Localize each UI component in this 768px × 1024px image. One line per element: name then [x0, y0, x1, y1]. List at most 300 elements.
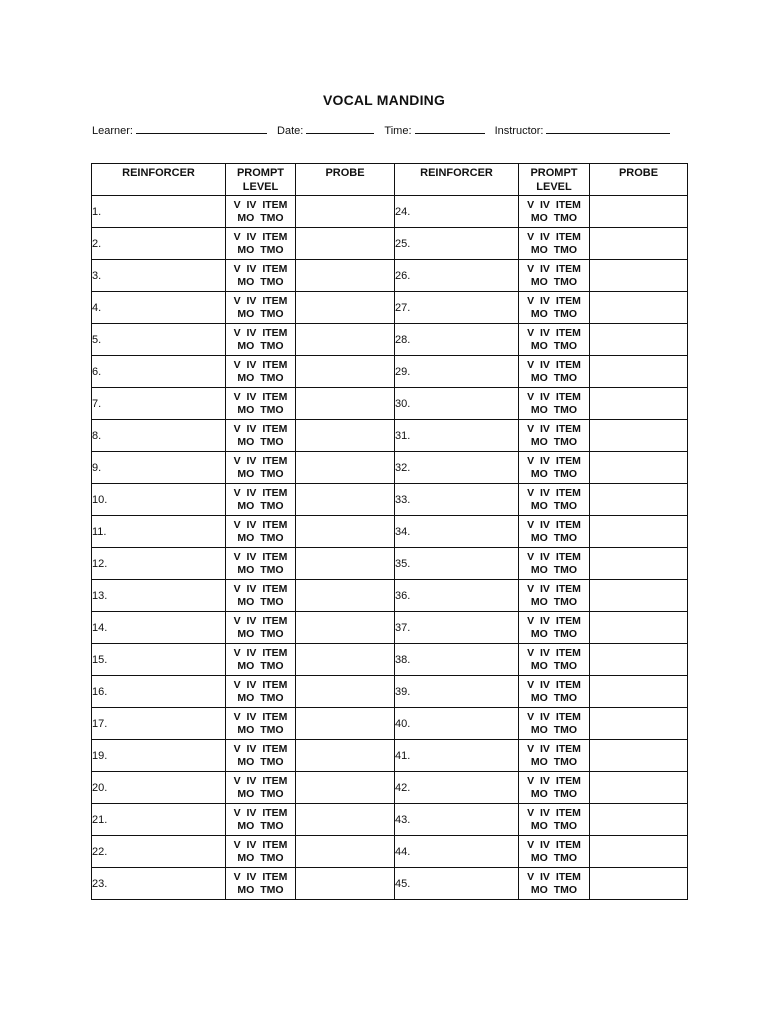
prompt-options-line2: MO TMO: [237, 339, 284, 352]
probe-cell-left[interactable]: [296, 228, 395, 260]
prompt-level-cell-right[interactable]: [519, 612, 590, 644]
probe-cell-left[interactable]: [296, 420, 395, 452]
prompt-options-line2: MO TMO: [530, 531, 578, 544]
prompt-options-line1: V IV ITEM: [233, 614, 288, 627]
reinforcer-cell-left[interactable]: [92, 612, 226, 644]
instructor-field[interactable]: [495, 123, 671, 137]
reinforcer-cell-right[interactable]: [395, 420, 519, 452]
reinforcer-cell-right[interactable]: [395, 548, 519, 580]
prompt-options-line2: MO TMO: [530, 371, 578, 384]
item-number: 37.: [395, 621, 411, 634]
prompt-level-cell-right[interactable]: [519, 356, 590, 388]
prompt-options-line1: V IV ITEM: [233, 838, 288, 851]
probe-cell-right[interactable]: [590, 388, 688, 420]
reinforcer-cell-right[interactable]: [395, 644, 519, 676]
prompt-options-line1: V IV ITEM: [233, 582, 288, 595]
probe-cell-left[interactable]: [296, 356, 395, 388]
prompt-options-line2: MO TMO: [530, 243, 578, 256]
prompt-options-line1: V IV ITEM: [527, 358, 581, 371]
table-row: [92, 388, 688, 420]
prompt-options-line2: MO TMO: [237, 819, 284, 832]
prompt-options-line2: MO TMO: [530, 691, 578, 704]
prompt-level-cell-right[interactable]: [519, 772, 590, 804]
item-number: 8.: [92, 429, 102, 442]
probe-cell-left[interactable]: [296, 484, 395, 516]
probe-cell-right[interactable]: [590, 612, 688, 644]
probe-cell-left[interactable]: [296, 196, 395, 228]
reinforcer-cell-left[interactable]: [92, 356, 226, 388]
prompt-level-cell-right[interactable]: [519, 740, 590, 772]
prompt-options-line2: MO TMO: [237, 243, 284, 256]
item-number: 3.: [92, 269, 102, 282]
table-row: [92, 676, 688, 708]
prompt-options-line2: MO TMO: [237, 435, 284, 448]
table-row: [92, 708, 688, 740]
prompt-level-cell-left[interactable]: [226, 324, 296, 356]
probe-cell-right[interactable]: [590, 676, 688, 708]
table-row: [92, 260, 688, 292]
prompt-level-cell-left[interactable]: [226, 580, 296, 612]
item-number: 26.: [395, 269, 411, 282]
instructor-label: Instructor:: [494, 125, 544, 137]
reinforcer-cell-left[interactable]: [92, 772, 226, 804]
item-number: 33.: [395, 493, 411, 506]
item-number: 32.: [395, 461, 411, 474]
learner-label: Learner:: [92, 125, 133, 137]
prompt-options-line2: MO TMO: [237, 787, 284, 800]
item-number: 4.: [92, 301, 102, 314]
prompt-options-line1: V IV ITEM: [527, 614, 581, 627]
probe-cell-left[interactable]: [296, 260, 395, 292]
reinforcer-cell-right[interactable]: [395, 740, 519, 772]
probe-cell-left[interactable]: [296, 644, 395, 676]
prompt-options-line1: V IV ITEM: [527, 262, 581, 275]
item-number: 2.: [92, 237, 102, 250]
date-blank[interactable]: [306, 123, 374, 134]
table-row: [92, 580, 688, 612]
prompt-options-line1: V IV ITEM: [527, 742, 581, 755]
reinforcer-cell-right[interactable]: [395, 868, 519, 900]
reinforcer-cell-right[interactable]: [395, 356, 519, 388]
reinforcer-cell-right[interactable]: [395, 260, 519, 292]
prompt-options-line1: V IV ITEM: [527, 230, 581, 243]
prompt-level-cell-right[interactable]: [519, 644, 590, 676]
table-row: [92, 324, 688, 356]
item-number: 40.: [395, 717, 411, 730]
table-row: [92, 196, 688, 228]
reinforcer-header-left: REINFORCER: [92, 164, 226, 196]
prompt-options-line1: V IV ITEM: [527, 198, 581, 211]
prompt-level-cell-left[interactable]: [226, 772, 296, 804]
item-number: 5.: [92, 333, 102, 346]
item-number: 43.: [395, 813, 411, 826]
prompt-level-cell-left[interactable]: [226, 484, 296, 516]
learner-field[interactable]: [92, 123, 267, 137]
item-number: 24.: [395, 205, 411, 218]
prompt-level-cell-right[interactable]: [519, 260, 590, 292]
prompt-options-line1: V IV ITEM: [527, 294, 581, 307]
probe-cell-right[interactable]: [590, 356, 688, 388]
table-row: [92, 644, 688, 676]
prompt-level-cell-left[interactable]: [226, 388, 296, 420]
prompt-options-line2: MO TMO: [530, 275, 578, 288]
prompt-options-line1: V IV ITEM: [527, 326, 581, 339]
reinforcer-cell-left[interactable]: [92, 548, 226, 580]
item-number: 14.: [92, 621, 108, 634]
probe-cell-right[interactable]: [590, 836, 688, 868]
time-blank[interactable]: [415, 123, 485, 134]
time-label: Time:: [384, 125, 412, 137]
probe-cell-left[interactable]: [296, 548, 395, 580]
probe-cell-right[interactable]: [590, 420, 688, 452]
reinforcer-cell-left[interactable]: [92, 388, 226, 420]
prompt-options-line2: MO TMO: [530, 627, 578, 640]
prompt-options-line1: V IV ITEM: [527, 454, 581, 467]
prompt-options-line1: V IV ITEM: [233, 358, 288, 371]
table-row: [92, 548, 688, 580]
probe-cell-left[interactable]: [296, 612, 395, 644]
prompt-options-line1: V IV ITEM: [233, 422, 288, 435]
probe-cell-right[interactable]: [590, 740, 688, 772]
prompt-level-cell-left[interactable]: [226, 868, 296, 900]
item-number: 21.: [92, 813, 108, 826]
reinforcer-cell-left[interactable]: [92, 260, 226, 292]
probe-cell-left[interactable]: [296, 836, 395, 868]
prompt-level-cell-left[interactable]: [226, 228, 296, 260]
time-field[interactable]: [384, 123, 484, 137]
reinforcer-cell-right[interactable]: [395, 708, 519, 740]
reinforcer-cell-left[interactable]: [92, 804, 226, 836]
prompt-options-line1: V IV ITEM: [233, 774, 288, 787]
prompt-options-line1: V IV ITEM: [527, 646, 581, 659]
reinforcer-cell-right[interactable]: [395, 612, 519, 644]
prompt-level-cell-left[interactable]: [226, 516, 296, 548]
reinforcer-cell-left[interactable]: [92, 452, 226, 484]
table-row: [92, 228, 688, 260]
reinforcer-header-right: REINFORCER: [395, 164, 519, 196]
prompt-level-cell-right[interactable]: [519, 324, 590, 356]
prompt-level-cell-left[interactable]: [226, 260, 296, 292]
probe-cell-right[interactable]: [590, 484, 688, 516]
reinforcer-cell-left[interactable]: [92, 676, 226, 708]
probe-cell-left[interactable]: [296, 804, 395, 836]
item-number: 13.: [92, 589, 108, 602]
item-number: 29.: [395, 365, 411, 378]
prompt-options-line1: V IV ITEM: [233, 454, 288, 467]
item-number: 44.: [395, 845, 411, 858]
table-row: [92, 804, 688, 836]
probe-cell-right[interactable]: [590, 580, 688, 612]
prompt-options-line2: MO TMO: [237, 595, 284, 608]
prompt-options-line2: MO TMO: [237, 723, 284, 736]
probe-cell-right[interactable]: [590, 260, 688, 292]
item-number: 34.: [395, 525, 411, 538]
prompt-options-line1: V IV ITEM: [527, 838, 581, 851]
prompt-options-line2: MO TMO: [530, 659, 578, 672]
probe-cell-left[interactable]: [296, 772, 395, 804]
prompt-options-line2: MO TMO: [237, 403, 284, 416]
item-number: 38.: [395, 653, 411, 666]
prompt-options-line2: MO TMO: [237, 883, 284, 896]
prompt-options-line1: V IV ITEM: [527, 710, 581, 723]
probe-cell-right[interactable]: [590, 708, 688, 740]
prompt-options-line2: MO TMO: [237, 499, 284, 512]
probe-cell-left[interactable]: [296, 740, 395, 772]
item-number: 15.: [92, 653, 108, 666]
learner-blank[interactable]: [136, 123, 267, 134]
prompt-options-line1: V IV ITEM: [233, 294, 288, 307]
table-body: [92, 196, 688, 900]
prompt-options-line2: MO TMO: [530, 595, 578, 608]
prompt-options-line1: V IV ITEM: [233, 198, 288, 211]
prompt-options-line1: V IV ITEM: [233, 870, 288, 883]
probe-cell-right[interactable]: [590, 548, 688, 580]
page-title: VOCAL MANDING: [322, 92, 446, 108]
reinforcer-cell-left[interactable]: [92, 292, 226, 324]
table-row: [92, 516, 688, 548]
item-number: 16.: [92, 685, 108, 698]
prompt-options-line2: MO TMO: [530, 499, 578, 512]
item-number: 19.: [92, 749, 108, 762]
item-number: 30.: [395, 397, 411, 410]
item-number: 17.: [92, 717, 108, 730]
table-row: [92, 740, 688, 772]
item-number: 42.: [395, 781, 411, 794]
reinforcer-cell-left[interactable]: [92, 228, 226, 260]
prompt-level-cell-right[interactable]: [519, 452, 590, 484]
prompt-level-header-left: PROMPT LEVEL: [226, 164, 296, 196]
prompt-options-line1: V IV ITEM: [233, 742, 288, 755]
prompt-level-cell-left[interactable]: [226, 356, 296, 388]
item-number: 27.: [395, 301, 411, 314]
prompt-level-cell-left[interactable]: [226, 612, 296, 644]
prompt-options-line2: MO TMO: [530, 787, 578, 800]
item-number: 11.: [92, 525, 107, 538]
item-number: 28.: [395, 333, 411, 346]
item-number: 25.: [395, 237, 411, 250]
item-number: 9.: [92, 461, 102, 474]
prompt-level-cell-left[interactable]: [226, 740, 296, 772]
probe-cell-right[interactable]: [590, 772, 688, 804]
item-number: 10.: [92, 493, 108, 506]
prompt-options-line2: MO TMO: [237, 211, 284, 224]
reinforcer-cell-right[interactable]: [395, 228, 519, 260]
prompt-level-cell-left[interactable]: [226, 804, 296, 836]
probe-cell-left[interactable]: [296, 580, 395, 612]
prompt-options-line2: MO TMO: [530, 211, 578, 224]
table-row: [92, 484, 688, 516]
prompt-level-cell-left[interactable]: [226, 196, 296, 228]
probe-cell-left[interactable]: [296, 868, 395, 900]
reinforcer-cell-left[interactable]: [92, 868, 226, 900]
reinforcer-cell-left[interactable]: [92, 580, 226, 612]
prompt-level-cell-right[interactable]: [519, 292, 590, 324]
prompt-options-line1: V IV ITEM: [527, 390, 581, 403]
item-number: 6.: [92, 365, 102, 378]
reinforcer-cell-left[interactable]: [92, 644, 226, 676]
prompt-options-line1: V IV ITEM: [233, 326, 288, 339]
prompt-options-line1: V IV ITEM: [233, 678, 288, 691]
table-row: [92, 868, 688, 900]
prompt-options-line1: V IV ITEM: [233, 390, 288, 403]
reinforcer-cell-left[interactable]: [92, 708, 226, 740]
item-number: 36.: [395, 589, 411, 602]
prompt-options-line2: MO TMO: [237, 531, 284, 544]
table-row: [92, 612, 688, 644]
probe-cell-right[interactable]: [590, 324, 688, 356]
reinforcer-cell-right[interactable]: [395, 324, 519, 356]
item-number: 41.: [395, 749, 411, 762]
probe-cell-right[interactable]: [590, 804, 688, 836]
prompt-options-line2: MO TMO: [237, 755, 284, 768]
header-fields: [92, 123, 692, 137]
prompt-level-cell-right[interactable]: [519, 420, 590, 452]
prompt-options-line1: V IV ITEM: [527, 870, 581, 883]
prompt-level-cell-right[interactable]: [519, 516, 590, 548]
prompt-options-line2: MO TMO: [237, 275, 284, 288]
prompt-level-header-right: PROMPT LEVEL: [519, 164, 590, 196]
prompt-level-cell-right[interactable]: [519, 548, 590, 580]
prompt-level-cell-right[interactable]: [519, 836, 590, 868]
prompt-options-line2: MO TMO: [237, 851, 284, 864]
probe-cell-left[interactable]: [296, 324, 395, 356]
probe-header-right: PROBE: [590, 164, 688, 196]
prompt-level-cell-left[interactable]: [226, 708, 296, 740]
prompt-options-line2: MO TMO: [237, 659, 284, 672]
reinforcer-cell-right[interactable]: [395, 676, 519, 708]
probe-cell-left[interactable]: [296, 292, 395, 324]
reinforcer-cell-left[interactable]: [92, 420, 226, 452]
reinforcer-cell-left[interactable]: [92, 324, 226, 356]
probe-cell-right[interactable]: [590, 868, 688, 900]
reinforcer-cell-right[interactable]: [395, 292, 519, 324]
probe-cell-right[interactable]: [590, 452, 688, 484]
reinforcer-cell-left[interactable]: [92, 516, 226, 548]
date-label: Date:: [277, 125, 304, 137]
table-row: [92, 772, 688, 804]
reinforcer-cell-right[interactable]: [395, 772, 519, 804]
reinforcer-cell-right[interactable]: [395, 388, 519, 420]
prompt-options-line1: V IV ITEM: [527, 518, 581, 531]
reinforcer-cell-right[interactable]: [395, 580, 519, 612]
table-header-row: [92, 164, 688, 196]
prompt-options-line1: V IV ITEM: [527, 550, 581, 563]
item-number: 20.: [92, 781, 108, 794]
reinforcer-cell-right[interactable]: [395, 484, 519, 516]
probe-cell-right[interactable]: [590, 228, 688, 260]
prompt-level-cell-right[interactable]: [519, 804, 590, 836]
prompt-options-line1: V IV ITEM: [233, 230, 288, 243]
prompt-options-line1: V IV ITEM: [527, 806, 581, 819]
prompt-level-cell-left[interactable]: [226, 548, 296, 580]
prompt-options-line1: V IV ITEM: [527, 774, 581, 787]
prompt-level-cell-left[interactable]: [226, 676, 296, 708]
prompt-options-line1: V IV ITEM: [233, 518, 288, 531]
date-field[interactable]: [277, 123, 374, 137]
reinforcer-cell-right[interactable]: [395, 804, 519, 836]
table-row: [92, 420, 688, 452]
prompt-level-cell-left[interactable]: [226, 420, 296, 452]
prompt-level-cell-left[interactable]: [226, 644, 296, 676]
prompt-level-cell-right[interactable]: [519, 580, 590, 612]
prompt-options-line2: MO TMO: [530, 307, 578, 320]
prompt-options-line2: MO TMO: [237, 467, 284, 480]
table-row: [92, 452, 688, 484]
item-number: 12.: [92, 557, 108, 570]
reinforcer-cell-left[interactable]: [92, 836, 226, 868]
prompt-options-line1: V IV ITEM: [527, 678, 581, 691]
probe-cell-right[interactable]: [590, 196, 688, 228]
prompt-level-cell-right[interactable]: [519, 676, 590, 708]
reinforcer-cell-right[interactable]: [395, 452, 519, 484]
item-number: 39.: [395, 685, 411, 698]
prompt-options-line2: MO TMO: [530, 435, 578, 448]
prompt-options-line2: MO TMO: [530, 723, 578, 736]
prompt-level-cell-right[interactable]: [519, 484, 590, 516]
table-row: [92, 836, 688, 868]
prompt-level-cell-right[interactable]: [519, 708, 590, 740]
prompt-options-line2: MO TMO: [237, 371, 284, 384]
item-number: 1.: [92, 205, 102, 218]
prompt-options-line1: V IV ITEM: [233, 710, 288, 723]
prompt-level-cell-left[interactable]: [226, 836, 296, 868]
reinforcer-cell-right[interactable]: [395, 196, 519, 228]
item-number: 7.: [92, 397, 102, 410]
probe-cell-left[interactable]: [296, 708, 395, 740]
prompt-options-line2: MO TMO: [530, 403, 578, 416]
prompt-level-cell-right[interactable]: [519, 228, 590, 260]
prompt-level-cell-right[interactable]: [519, 868, 590, 900]
prompt-level-cell-left[interactable]: [226, 452, 296, 484]
probe-cell-left[interactable]: [296, 676, 395, 708]
prompt-options-line2: MO TMO: [237, 627, 284, 640]
reinforcer-cell-right[interactable]: [395, 836, 519, 868]
prompt-options-line1: V IV ITEM: [233, 646, 288, 659]
probe-cell-right[interactable]: [590, 644, 688, 676]
probe-cell-left[interactable]: [296, 516, 395, 548]
instructor-blank[interactable]: [546, 123, 670, 134]
probe-cell-right[interactable]: [590, 292, 688, 324]
manding-table: [91, 163, 688, 900]
probe-cell-right[interactable]: [590, 516, 688, 548]
prompt-level-cell-right[interactable]: [519, 196, 590, 228]
item-number: 35.: [395, 557, 411, 570]
prompt-options-line1: V IV ITEM: [527, 486, 581, 499]
prompt-options-line1: V IV ITEM: [233, 550, 288, 563]
prompt-options-line2: MO TMO: [530, 755, 578, 768]
prompt-level-cell-left[interactable]: [226, 292, 296, 324]
probe-header-left: PROBE: [296, 164, 395, 196]
reinforcer-cell-right[interactable]: [395, 516, 519, 548]
item-number: 31.: [395, 429, 411, 442]
table-row: [92, 356, 688, 388]
item-number: 22.: [92, 845, 108, 858]
reinforcer-cell-left[interactable]: [92, 740, 226, 772]
prompt-options-line2: MO TMO: [237, 691, 284, 704]
prompt-options-line1: V IV ITEM: [233, 806, 288, 819]
reinforcer-cell-left[interactable]: [92, 484, 226, 516]
probe-cell-left[interactable]: [296, 452, 395, 484]
reinforcer-cell-left[interactable]: [92, 196, 226, 228]
prompt-options-line2: MO TMO: [530, 819, 578, 832]
probe-cell-left[interactable]: [296, 388, 395, 420]
prompt-options-line1: V IV ITEM: [527, 582, 581, 595]
prompt-options-line2: MO TMO: [530, 467, 578, 480]
table-row: [92, 292, 688, 324]
prompt-level-cell-right[interactable]: [519, 388, 590, 420]
prompt-options-line1: V IV ITEM: [527, 422, 581, 435]
prompt-options-line2: MO TMO: [237, 307, 284, 320]
